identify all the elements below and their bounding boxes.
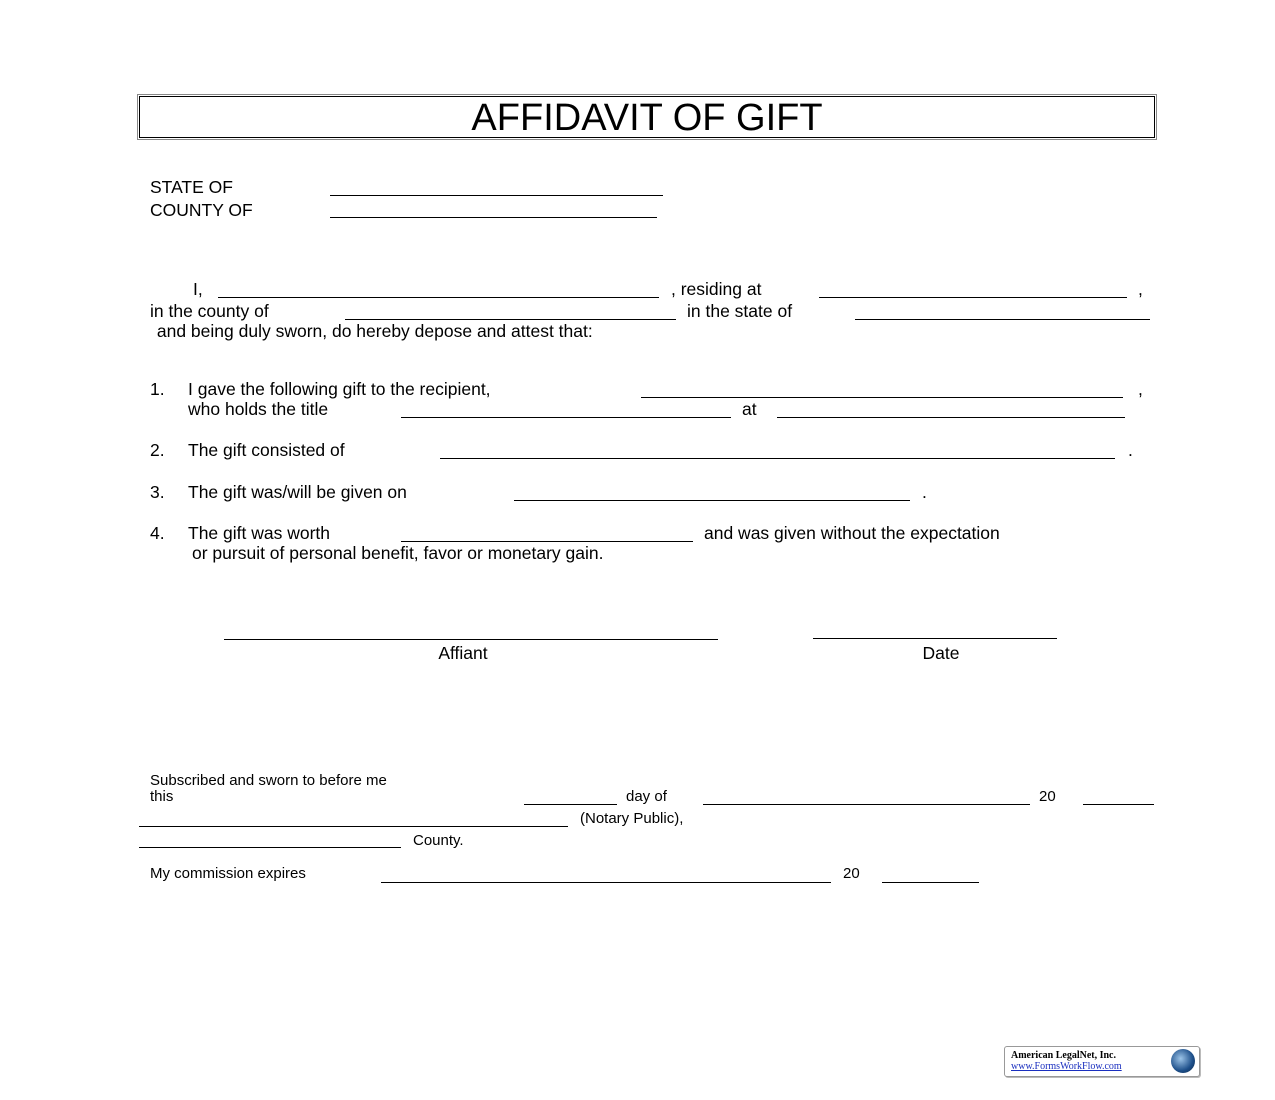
date-signature-line[interactable] [813,638,1057,639]
notary-name-field[interactable] [139,826,568,827]
recipient-title-field[interactable] [401,417,731,418]
item-1-text: I gave the following gift to the recipient, [188,379,491,399]
gift-description-field[interactable] [440,458,1115,459]
item-4-text: The gift was worth [188,523,330,543]
item-3-number: 3. [150,482,165,502]
month-field[interactable] [703,804,1030,805]
county-label: COUNTY OF [150,200,253,220]
logo-company: American LegalNet, Inc. [1011,1050,1116,1061]
item-2-period: . [1128,440,1133,460]
affiant-signature-line[interactable] [224,639,718,640]
residence-field[interactable] [819,297,1127,298]
residence-county-field[interactable] [345,319,676,320]
affiant-label: Affiant [438,643,488,663]
globe-icon [1171,1049,1195,1073]
item-2-text: The gift consisted of [188,440,345,460]
page-title: AFFIDAVIT OF GIFT [471,97,823,139]
county-label-notary: County. [413,832,464,849]
commission-year-field[interactable] [882,882,979,883]
year-prefix: 20 [1039,788,1056,805]
commission-date-field[interactable] [381,882,831,883]
gift-value-field[interactable] [401,541,693,542]
commission-year-prefix: 20 [843,865,860,882]
date-label: Date [922,643,960,663]
title-box [137,94,1157,140]
commission-label: My commission expires [150,865,306,882]
notary-county-field[interactable] [139,847,401,848]
intro-i: I, [193,279,203,299]
item-4-text-continued: and was given without the expectation [704,523,1000,543]
logo-url[interactable]: www.FormsWorkFlow.com [1011,1061,1122,1072]
at-label: at [742,399,757,419]
gift-date-field[interactable] [514,500,910,501]
residence-state-field[interactable] [855,319,1150,320]
residing-label: , residing at [671,279,762,299]
in-state-label: in the state of [687,301,793,321]
item-3-period: . [922,482,927,502]
state-field[interactable] [330,195,663,196]
title-label: who holds the title [188,399,329,419]
day-of-label: day of [626,788,667,805]
item-4-number: 4. [150,523,165,543]
notary-public-label: (Notary Public), [580,810,684,827]
subscribed-text: Subscribed and sworn to before me [150,772,387,789]
day-field[interactable] [524,804,617,805]
in-county-label: in the county of [150,301,269,321]
publisher-logo[interactable] [1004,1046,1200,1077]
item-2-number: 2. [150,440,165,460]
sworn-text: and being duly sworn, do hereby depose and attest that: [152,321,593,341]
state-label: STATE OF [150,177,233,197]
this-text: this [150,788,174,805]
item-4-text-line-2: or pursuit of personal benefit, favor or monetary gain. [192,543,604,563]
recipient-field[interactable] [641,397,1123,398]
affiant-name-field[interactable] [218,297,659,298]
comma: , [1138,279,1143,299]
item-1-comma: , [1138,379,1143,399]
item-1-number: 1. [150,379,165,399]
item-3-text: The gift was/will be given on [188,482,407,502]
year-field[interactable] [1083,804,1154,805]
recipient-organization-field[interactable] [777,417,1125,418]
county-field[interactable] [330,217,657,218]
